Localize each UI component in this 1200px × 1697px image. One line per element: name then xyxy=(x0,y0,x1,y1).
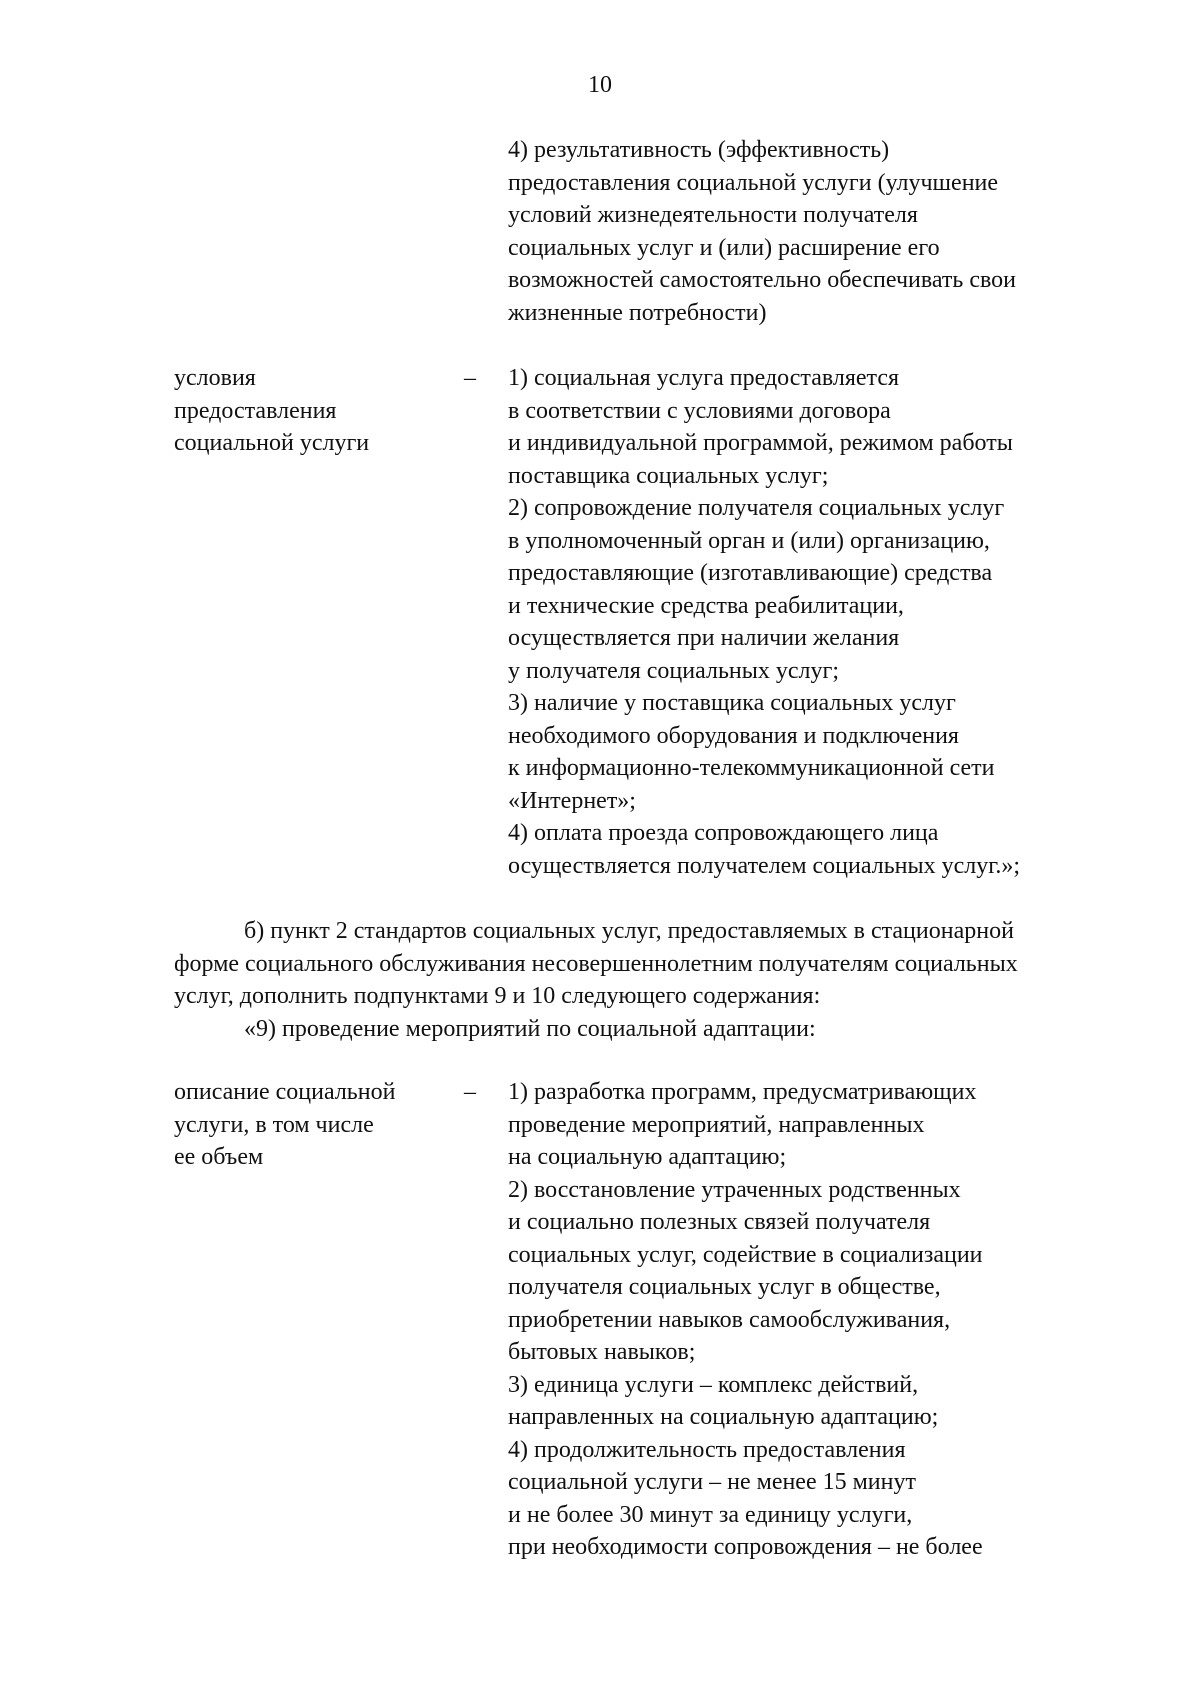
paragraph-line: услуг, дополнить подпунктами 9 и 10 следующего содержания: xyxy=(174,983,821,1009)
content-line: на социальную адаптацию; xyxy=(508,1144,787,1170)
label-line: социальной услуги xyxy=(174,430,370,456)
intro-content xyxy=(508,134,1108,329)
content-line: предоставляющие (изготавливающие) средства xyxy=(508,560,993,586)
paragraph-b xyxy=(174,915,1134,1045)
conditions-label xyxy=(174,362,444,460)
content-line: в соответствии с условиями договора xyxy=(508,397,891,424)
content-line: социальных услуг, содействие в социализации xyxy=(508,1241,983,1268)
content-line: при необходимости сопровождения – не более xyxy=(508,1534,983,1560)
paragraph-line: «9) проведение мероприятий по социальной адаптации: xyxy=(244,1015,816,1042)
content-line: в уполномоченный орган и (или) организацию, xyxy=(508,527,990,554)
content-line: направленных на социальную адаптацию; xyxy=(508,1404,939,1430)
content-line: социальных услуг и (или) расширение его xyxy=(508,234,940,261)
page-number: 10 xyxy=(588,72,612,98)
content-line: осуществляется получателем социальных услуг.»; xyxy=(508,852,1021,879)
description-label xyxy=(174,1076,444,1174)
content-line: 4) оплата проезда сопровождающего лица xyxy=(508,820,939,846)
description-dash: – xyxy=(464,1079,476,1105)
content-line: и не более 30 минут за единицу услуги, xyxy=(508,1501,913,1528)
content-line: возможностей самостоятельно обеспечивать свои xyxy=(508,267,1017,293)
content-line: 3) наличие у поставщика социальных услуг xyxy=(508,690,956,716)
content-line: необходимого оборудования и подключения xyxy=(508,722,959,749)
label-line: ее объем xyxy=(174,1144,264,1170)
content-line: бытовых навыков; xyxy=(508,1339,696,1365)
content-line: 1) социальная услуга предоставляется xyxy=(508,365,900,391)
label-line: описание социальной xyxy=(174,1079,396,1105)
conditions-dash: – xyxy=(464,365,476,391)
paragraph-line: б) пункт 2 стандартов социальных услуг, предоставляемых в стационарной xyxy=(244,918,1014,944)
paragraph-line: форме социального обслуживания несовершеннолетним получателям социальных xyxy=(174,950,1018,977)
label-line: предоставления xyxy=(174,397,337,424)
label-line: условия xyxy=(174,365,256,391)
content-line: условий жизнедеятельности получателя xyxy=(508,202,918,228)
content-line: и индивидуальной программой, режимом работы xyxy=(508,430,1013,456)
content-line: 2) сопровождение получателя социальных услуг xyxy=(508,495,1005,521)
content-line: 4) результативность (эффективность) xyxy=(508,137,890,163)
content-line: 1) разработка программ, предусматривающих xyxy=(508,1079,977,1105)
description-content xyxy=(508,1076,1108,1564)
content-line: и социально полезных связей получателя xyxy=(508,1209,931,1235)
content-line: к информационно-телекоммуникационной сети xyxy=(508,755,995,781)
content-line: социальной услуги – не менее 15 минут xyxy=(508,1469,916,1495)
content-line: 2) восстановление утраченных родственных xyxy=(508,1176,961,1203)
content-line: предоставления социальной услуги (улучшение xyxy=(508,169,999,196)
content-line: приобретении навыков самообслуживания, xyxy=(508,1306,951,1333)
conditions-content xyxy=(508,362,1108,882)
content-line: поставщика социальных услуг; xyxy=(508,462,829,489)
content-line: осуществляется при наличии желания xyxy=(508,625,900,651)
content-line: и технические средства реабилитации, xyxy=(508,592,904,619)
content-line: у получателя социальных услуг; xyxy=(508,657,839,684)
content-line: проведение мероприятий, направленных xyxy=(508,1111,925,1138)
content-line: жизненные потребности) xyxy=(508,299,767,326)
content-line: 3) единица услуги – комплекс действий, xyxy=(508,1371,919,1398)
content-line: 4) продолжительность предоставления xyxy=(508,1436,906,1463)
content-line: получателя социальных услуг в обществе, xyxy=(508,1274,941,1300)
label-line: услуги, в том числе xyxy=(174,1111,374,1138)
content-line: «Интернет»; xyxy=(508,787,636,814)
